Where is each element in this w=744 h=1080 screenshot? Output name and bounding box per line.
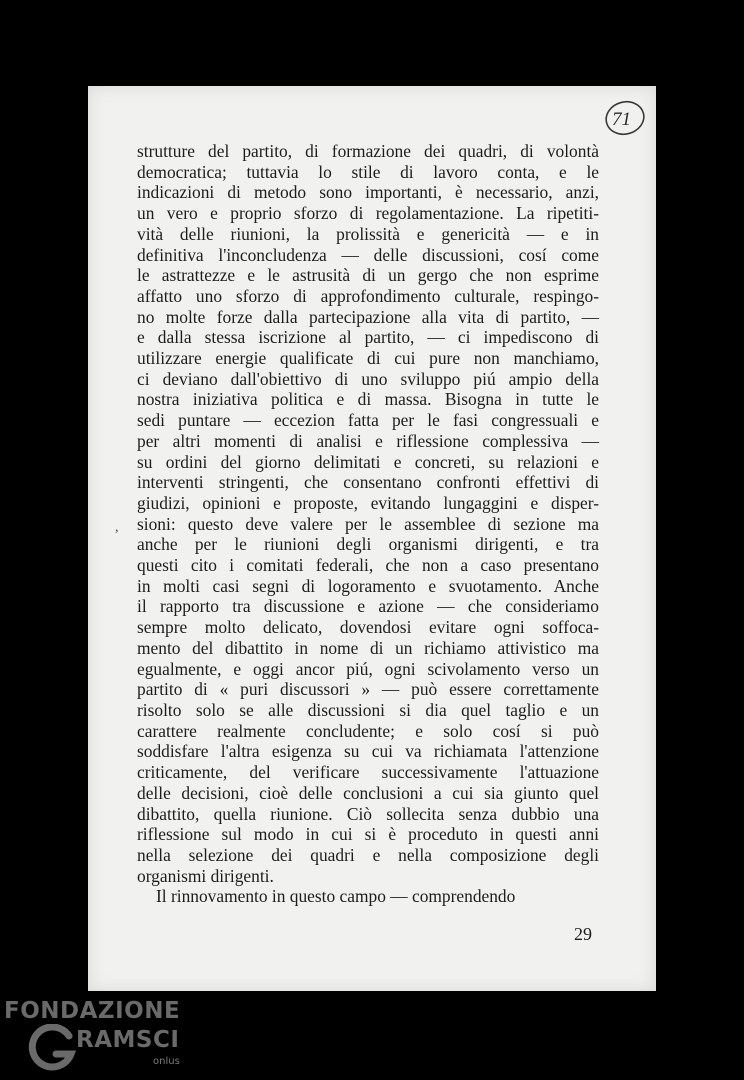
text-line: interventi stringenti, che consentano confronti effettivi di bbox=[137, 472, 599, 493]
text-line: strutture del partito, di formazione dei quadri, di volontà bbox=[137, 141, 599, 161]
page-number: 29 bbox=[574, 924, 592, 944]
margin-mark: , bbox=[115, 520, 119, 535]
text-line: delle decisioni, cioè delle conclusioni a cui sia giunto quel bbox=[137, 782, 599, 803]
text-line: nostra iniziativa politica e di massa. Bisogna in tutte le bbox=[137, 389, 599, 410]
text-line: per altri momenti di analisi e riflessione complessiva — bbox=[137, 430, 599, 451]
text-line: in molti casi segni di logoramento e svuotamento. Anche bbox=[137, 575, 599, 596]
text-line: risolto solo se alle discussioni si dia quel taglio e un bbox=[137, 699, 599, 720]
text-line: organismi dirigenti. bbox=[137, 865, 274, 886]
text-line: un vero e proprio sforzo di regolamentazione. La ripetiti- bbox=[137, 203, 599, 224]
text-line: sioni: questo deve valere per le assemblee di sezione ma bbox=[137, 513, 599, 534]
text-line: sedi puntare — eccezion fatta per le fasi congressuali e bbox=[137, 410, 599, 431]
logo-line-2: RAMSCI bbox=[76, 1027, 180, 1053]
text-line: nella selezione dei quadri e nella composizione degli bbox=[137, 844, 599, 865]
text-line: soddisfare l'altra esigenza su cui va richiamata l'attenzione bbox=[137, 741, 599, 762]
text-line: egualmente, e oggi ancor piú, ogni scivolamento verso un bbox=[137, 658, 599, 679]
text-line: riflessione sul modo in cui si è proceduto in questi anni bbox=[137, 824, 599, 845]
logo-onlus: onlus bbox=[153, 1056, 180, 1067]
text-line: Il rinnovamento in questo campo — comprendendo bbox=[156, 886, 516, 907]
text-line: le astrattezze e le astrusità di un gergo che non esprime bbox=[137, 265, 599, 286]
text-line: questi cito i comitati federali, che non a caso presentano bbox=[137, 555, 599, 576]
text-line: e dalla stessa iscrizione al partito, — ci impediscono di bbox=[137, 327, 599, 348]
text-line: su ordini del giorno delimitati e concreti, su relazioni e bbox=[137, 451, 599, 472]
fondazione-gramsci-logo bbox=[4, 996, 194, 1076]
text-line: utilizzare energie qualificate di cui pure non manchiamo, bbox=[137, 348, 599, 369]
text-line: il rapporto tra discussione e azione — che consideriamo bbox=[137, 596, 599, 617]
text-line: vità delle riunioni, la prolissità e genericità — e in bbox=[137, 223, 599, 244]
text-line: anche per le riunioni degli organismi dirigenti, e tra bbox=[137, 534, 599, 555]
margin-note-text: 71 bbox=[612, 109, 631, 130]
text-line: definitiva l'inconcludenza — delle discussioni, cosí come bbox=[137, 244, 599, 265]
text-line: no molte forze dalla partecipazione alla vita di partito, — bbox=[137, 306, 599, 327]
text-line: ci deviano dall'obiettivo di uno sviluppo piú ampio della bbox=[137, 368, 599, 389]
document-page bbox=[88, 86, 656, 991]
text-line: mento del dibattito in nome di un richiamo attivistico ma bbox=[137, 637, 599, 658]
text-line: partito di « puri discussori » — può essere correttamente bbox=[137, 679, 599, 700]
body-text bbox=[137, 141, 599, 907]
text-line: criticamente, del verificare successivamente l'attuazione bbox=[137, 762, 599, 783]
handwritten-margin-note bbox=[603, 98, 647, 138]
text-line: indicazioni di metodo sono importanti, è necessario, anzi, bbox=[137, 182, 599, 203]
text-line: democratica; tuttavia lo stile di lavoro conta, e le bbox=[137, 161, 599, 182]
text-line: giudizi, opinioni e proposte, evitando lungaggini e disper- bbox=[137, 492, 599, 513]
logo-g-mark bbox=[28, 1024, 78, 1074]
logo-line-1: FONDAZIONE bbox=[4, 998, 181, 1024]
text-line: carattere realmente concludente; e solo cosí si può bbox=[137, 720, 599, 741]
text-line: dibattito, quella riunione. Ciò sollecita senza dubbio una bbox=[137, 803, 599, 824]
text-line: affatto uno sforzo di approfondimento culturale, respingo- bbox=[137, 285, 599, 306]
text-line: sempre molto delicato, dovendosi evitare ogni soffoca- bbox=[137, 617, 599, 638]
